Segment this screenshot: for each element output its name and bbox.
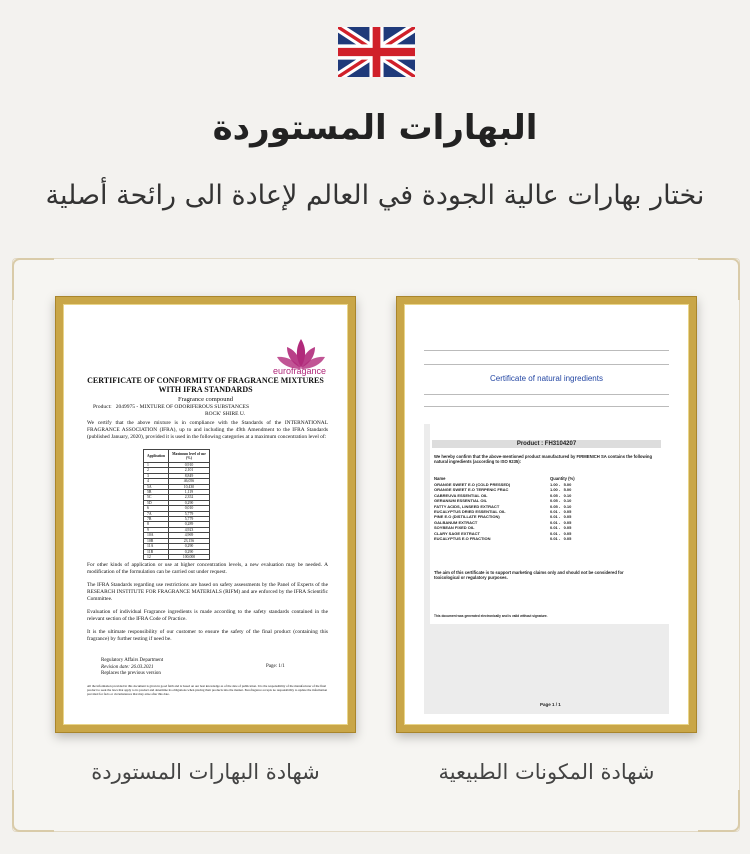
caption-natural-ingredients: شهادة المكونات الطبيعية	[438, 760, 655, 784]
max-level-cell: 0,289	[168, 522, 209, 527]
ingredient-quantity: 0.01 - 0.05	[550, 525, 572, 531]
ingredient-quantity: 0.05 - 0.10	[550, 503, 572, 509]
paragraph-2: For other kinds of application or use at higher concentration levels, a new evaluation may be needed. A modification of the formulation can be carried out under request.	[87, 562, 328, 575]
ingredient-quantity: 0.05 - 0.10	[550, 498, 572, 504]
ingredient-name: ORANGE SWEET E.O (COLD PRESSED)	[434, 482, 511, 487]
divider	[424, 394, 669, 395]
compliance-paragraph: We certify that the above mixture is in compliance with the Standards of the INTERNATIONAL FRAGRANCE ASSOCIATION (IFRA), up to and including the 49th Amendment to the IFRA Standards (published January, 2020), provided it is used in the following categories at a maximum concentration level of:	[87, 420, 328, 440]
ingredient-quantity: 0.01 - 0.05	[550, 519, 572, 525]
signature-block	[101, 658, 163, 678]
col-application: Application	[144, 450, 169, 463]
product-bar: Product : FH3104207	[432, 440, 661, 448]
max-level-cell: 0,290	[168, 544, 209, 549]
max-level-cell: 2,101	[168, 468, 209, 473]
col-name: Name	[434, 476, 446, 481]
max-level-cell: 1,119	[168, 490, 209, 495]
application-cell: 12	[144, 554, 169, 559]
application-cell: 10B	[144, 538, 169, 543]
intro-text: We hereby confirm that the above-mentioned product manufactured by FIRMENICH SA contains the following natural ingredients (according to ISO 9235):	[434, 454, 652, 465]
application-cell: 7B	[144, 517, 169, 522]
fine-print: All the information provided in this document is given in good faith and is based on our best knowledge as of the date of publication. It is the responsibility of the manufacturer of the final product to seek the laws that apply to its product and determine its obligations when placing their products into the market. Eurofragance accepts no responsibility to update the information provided for facts or circumstances that may arise after this date.	[87, 684, 328, 696]
ingredient-name: GERANIUM ESSENTIAL OIL	[434, 498, 488, 504]
max-level-cell: 23,156	[168, 538, 209, 543]
ingredient-quantity: 0.01 - 0.05	[550, 536, 572, 542]
max-level-cell: 4,923	[168, 527, 209, 532]
max-level-cell: 0,910	[168, 463, 209, 468]
ingredient-name: ORANGE SWEET E.O TERPENIC FRAC	[434, 487, 509, 493]
page-number: Page: 1/1	[266, 664, 285, 669]
sig-department: Regulatory Affairs Department	[101, 658, 164, 663]
uk-flag-icon	[338, 27, 415, 77]
ingredient-name: CABREUVA ESSENTIAL OIL	[434, 492, 488, 498]
max-level-cell: 8,849	[168, 473, 209, 478]
application-cell: 10A	[144, 533, 169, 538]
application-cell: 5D	[144, 500, 169, 505]
product-value: 2049975 - MIXTURE OF ODORIFEROUS SUBSTANCES	[115, 404, 250, 410]
table-row	[144, 554, 210, 559]
application-cell: 5C	[144, 495, 169, 500]
application-cell: 8	[144, 522, 169, 527]
application-cell: 11B	[144, 549, 169, 554]
ifra-certificate-frame	[55, 296, 356, 733]
product-value-2: ROCK' SHIRE U.	[205, 410, 246, 417]
application-cell: 7A	[144, 511, 169, 516]
max-level-cell: 0,290	[168, 500, 209, 505]
divider	[424, 406, 669, 407]
ingredient-name: FATTY ACIDS, LINSEED EXTRACT	[434, 503, 500, 509]
ingredient-name: GALBANUM EXTRACT	[434, 519, 478, 525]
application-cell: 11A	[144, 544, 169, 549]
logo-text: eurofragance	[273, 366, 327, 376]
max-level-cell: 4,969	[168, 533, 209, 538]
divider	[424, 364, 669, 365]
max-level-cell: 0,010	[168, 506, 209, 511]
document-note: This document was generated electronically and is valid without signature.	[434, 614, 548, 618]
application-cell: 6	[144, 506, 169, 511]
certificate-title: Certificate of natural ingredients	[490, 374, 603, 383]
ingredient-quantity: 0.05 - 0.10	[550, 492, 572, 498]
ingredient-quantity: 1.00 - 5.00	[550, 487, 572, 493]
aim-text: The aim of this certificate is to support marketing claims only and should not be considered for toxicological or regulatory purposes.	[434, 570, 624, 581]
certificate-title	[79, 376, 332, 394]
ingredient-name: SOYBEAN FIXED OIL	[434, 525, 475, 531]
application-cell: 2	[144, 468, 169, 473]
page-subtitle: نختار بهارات عالية الجودة في العالم لإعادة الى رائحة أصلية	[45, 180, 705, 211]
ingredient-quantity: 1.00 - 5.00	[550, 482, 572, 487]
ingredient-name: EUCALYPTUS E.O FRACTION	[434, 536, 491, 542]
application-cell: 5A	[144, 484, 169, 489]
product-label: Product:	[93, 404, 112, 410]
ifra-certificate	[71, 312, 340, 717]
title-line-2: WITH IFRA STANDARDS	[158, 385, 253, 394]
max-level-cell: 5,779	[168, 517, 209, 522]
ifra-table	[143, 449, 210, 560]
ingredient-quantities	[550, 482, 571, 541]
max-level-cell: 46,056	[168, 479, 209, 484]
paragraph-3: The IFRA Standards regarding use restrictions are based on safety assessments by the Panel of Experts of the RESEARCH INSTITUTE FOR FRAGRANCE MATERIALS (RIFM) and are enforced by the IFRA Scientific Committee.	[87, 582, 328, 602]
max-level-cell: 10,430	[168, 484, 209, 489]
sig-date: Revision date: 26.03.2021	[101, 664, 154, 670]
application-cell: 1	[144, 463, 169, 468]
title-line-1: CERTIFICATE OF CONFORMITY OF FRAGRANCE MIXTURES	[87, 376, 324, 385]
ingredient-name: EUCALYPTUS DRIED ESSENTIAL OIL	[434, 509, 506, 515]
certificate-subtitle: Fragrance compound	[177, 396, 234, 403]
max-level-cell: 5,779	[168, 511, 209, 516]
max-level-cell: 100,000	[168, 554, 209, 559]
page-title: البهارات المستوردة	[212, 108, 538, 148]
page-number: Page 1 / 1	[540, 702, 561, 707]
application-cell: 9	[144, 527, 169, 532]
caption-imported-spices: شهادة البهارات المستوردة	[91, 760, 320, 784]
paragraph-5: It is the ultimate responsibility of our customer to ensure the safety of the final product (containing this fragrance) by further testing if need be.	[87, 629, 328, 642]
max-level-cell: 2,352	[168, 495, 209, 500]
max-level-cell: 0,290	[168, 549, 209, 554]
col-quantity: Quantity (%)	[550, 476, 575, 481]
natural-certificate-frame	[396, 296, 697, 733]
ingredient-quantity: 0.01 - 0.05	[550, 514, 572, 520]
ingredient-quantity: 0.01 - 0.05	[550, 509, 572, 515]
divider	[424, 350, 669, 351]
ingredient-names	[434, 482, 510, 541]
paragraph-4: Evaluation of individual Fragrance ingredients is made according to the safety standards contained in the relevant section of the IFRA Code of Practice.	[87, 609, 328, 622]
application-cell: 4	[144, 479, 169, 484]
natural-certificate	[412, 312, 681, 717]
sig-replaces: Replaces the previous version	[101, 671, 161, 676]
col-max-level: Maximum level of use (%)	[168, 450, 209, 463]
product-line	[93, 404, 328, 417]
application-cell: 5B	[144, 490, 169, 495]
ingredient-name: CLARY SAGE EXTRACT	[434, 530, 481, 536]
application-cell: 3	[144, 473, 169, 478]
ingredient-name: PINE E.O (DISTILLATE FRACTION)	[434, 514, 500, 520]
ingredient-quantity: 0.01 - 0.05	[550, 530, 572, 536]
